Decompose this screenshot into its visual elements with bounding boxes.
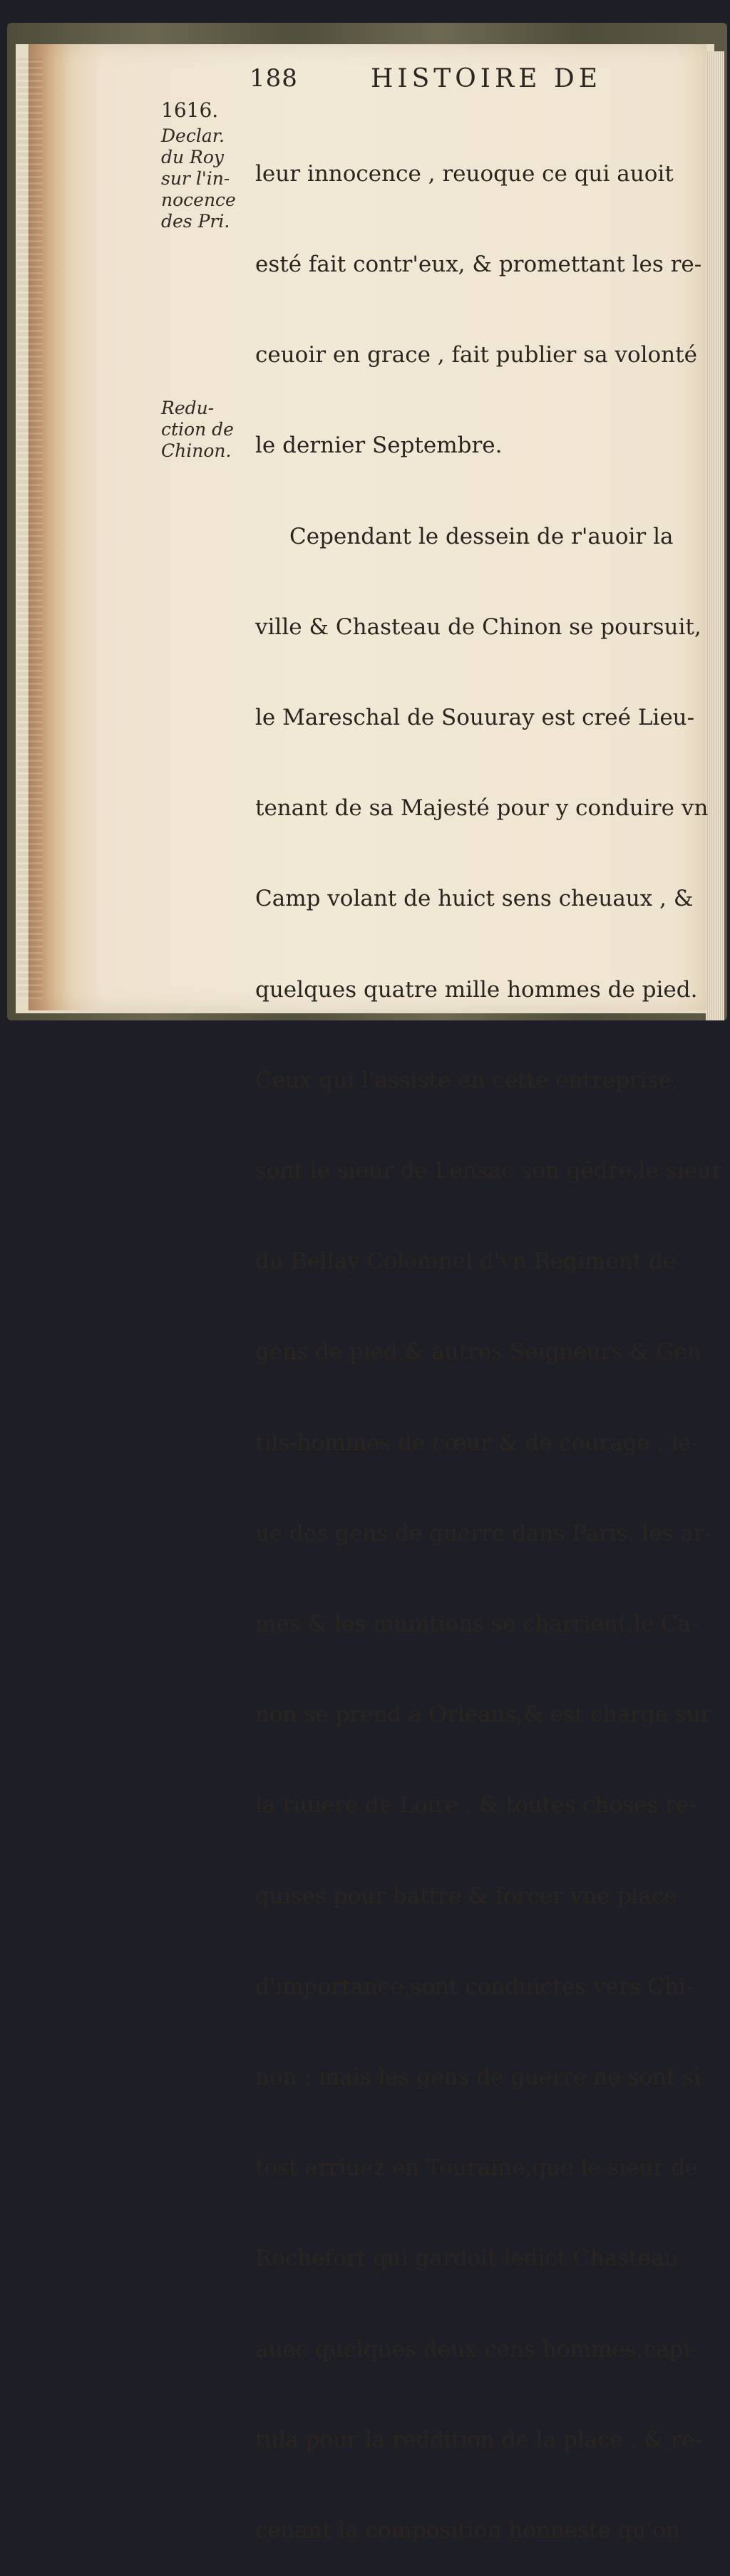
text-line: Ceux qui l'assiste en cette entreprise, [255,1067,679,1093]
text-line: la riuiere de Loire , & toutes choses re- [255,1792,696,1819]
text-line: auec quelques deux cens hommes,capi- [255,2336,698,2362]
text-line: Rochefort qui gardoit ledict Chasteau [255,2245,679,2272]
text-line: quises pour battre & forcer vne place [255,1883,677,1909]
margin-note-chinon [161,398,247,462]
binding-edge [17,58,43,999]
text-line: Camp volant de huict sens cheuaux , & [255,886,694,912]
margin-note-declaration [161,125,247,232]
text-line: sont le sieur de Lensac son gēdre,le sieur [255,1158,722,1184]
body-text [255,98,722,2576]
page-number: 188 [250,64,298,93]
margin-note-line: Declar. [161,125,225,146]
margin-year: 1616. [161,98,219,122]
running-head: HISTOIRE DE [371,64,602,93]
text-line: tils-hommes de cœur & de courage , le- [255,1429,699,1456]
text-line: d'importance,sont conduictes vers Chi- [255,1973,694,2000]
text-line: quelques quatre mille hommes de pied. [255,976,698,1003]
text-line: le Mareschal de Souuray est creé Lieu- [255,705,695,731]
text-line: mes & les munitions se charrient,le Ca- [255,1611,699,1638]
text-line: non se prend à Orleans,& est chargé sur [255,1702,711,1728]
margin-note-line: Chinon. [161,440,232,461]
margin-note-line: sur l'in- [161,168,230,189]
margin-note-line: nocence [161,190,236,210]
text-line: non : mais les gens de guerre ne sont si [255,2064,701,2091]
margin-note-line: Redu- [161,398,215,418]
text-line: tenant de sa Majesté pour y conduire vn [255,795,709,822]
text-line: leur innocence , reuoque ce qui auoit [255,160,674,187]
text-line: ue des gens de guerre dans Paris, les ar- [255,1520,712,1546]
margin-note-line: du Roy [161,147,225,167]
page-header [242,64,684,95]
text-line: ceuant la composition honneste qu'on [255,2518,680,2544]
text-line: le dernier Septembre. [255,433,503,459]
text-line: tost arriuez en Touraine,que le sieur de [255,2155,699,2181]
text-line: Cependant le dessein de r'auoir la [289,523,674,549]
margin-note-line: ction de [161,419,234,440]
text-line: esté fait contr'eux, & promettant les re- [255,252,702,278]
text-line: du Bellay Colomnel d'vn Regiment de [255,1248,677,1275]
text-line: tula pour la reddition de la place , & re- [255,2426,702,2453]
text-line: ville & Chasteau de Chinon se poursuit, [255,614,701,640]
margin-note-line: des Pri. [161,211,230,232]
text-line: gens de pied,& autres Seigneurs & Gen [255,1339,701,1365]
text-line: ceuoir en grace , fait publier sa volonté [255,342,697,368]
